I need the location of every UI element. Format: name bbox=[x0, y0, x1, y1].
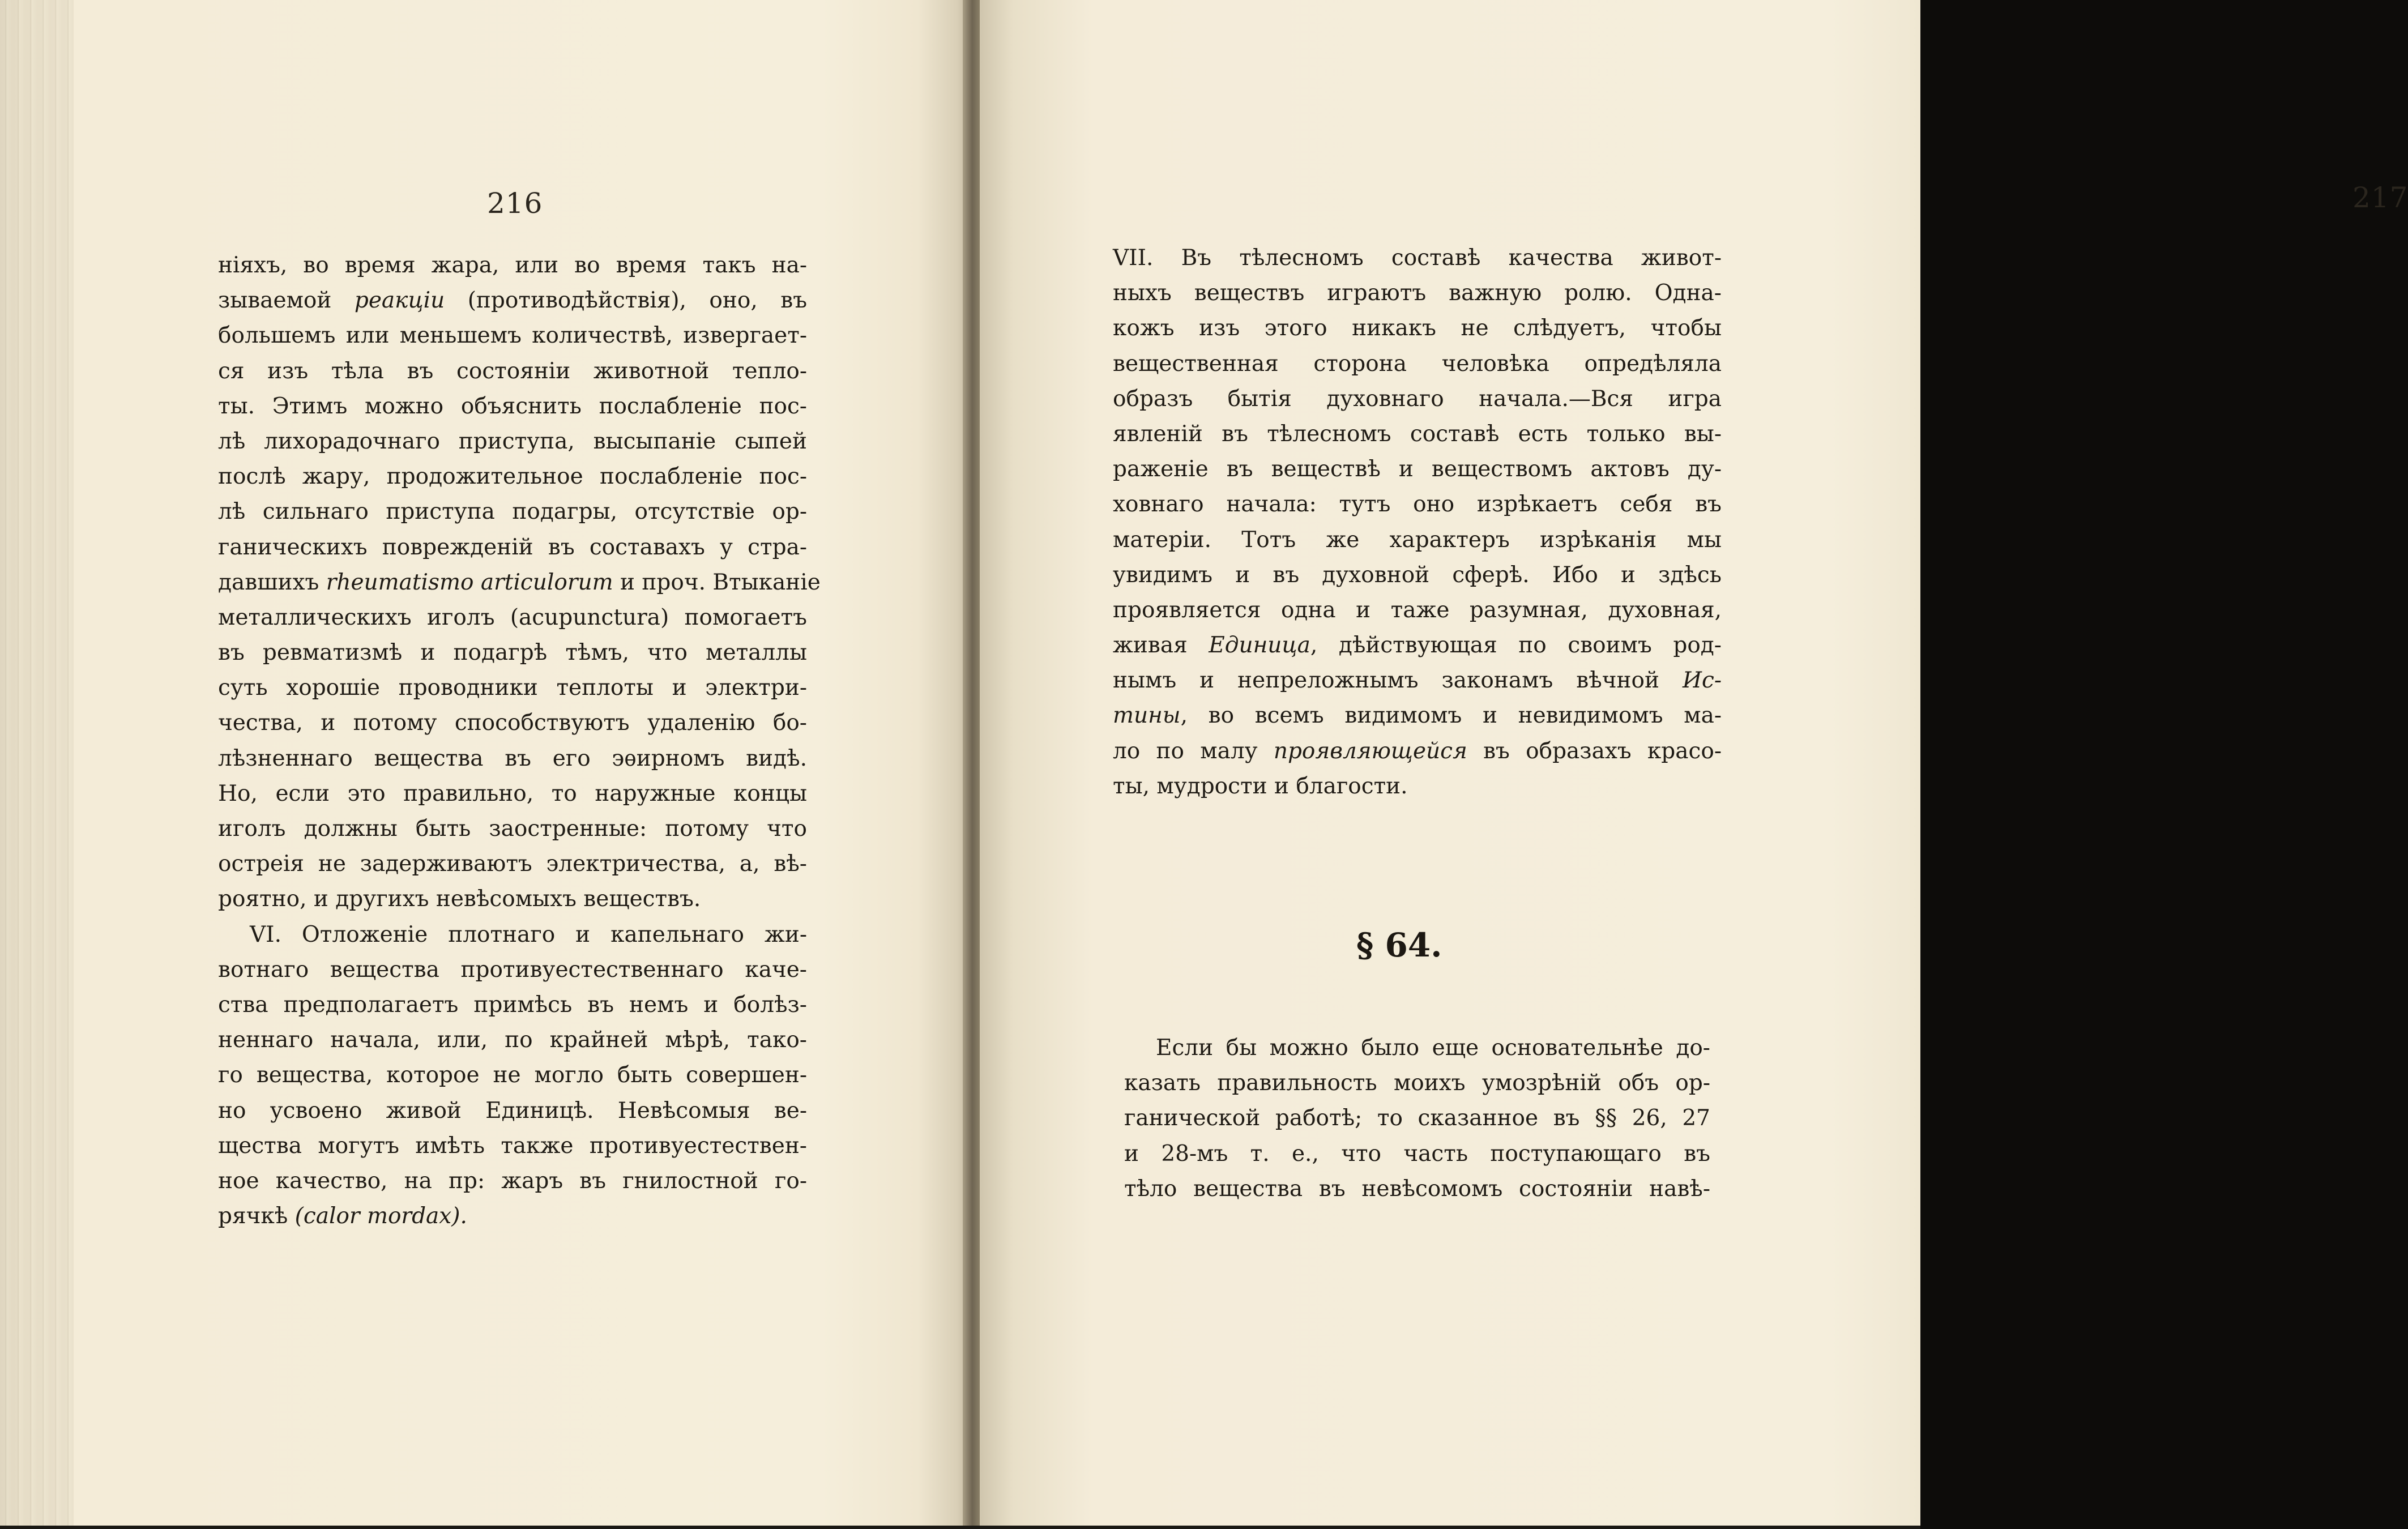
text-segment: въ ревматизмѣ и подагрѣ тѣмъ, что металлы bbox=[218, 640, 807, 666]
text-line bbox=[218, 847, 807, 882]
text-line bbox=[218, 953, 807, 988]
text-segment: ся изъ тѣла въ состояніи животной тепло- bbox=[218, 358, 807, 384]
text-segment: живая bbox=[1113, 633, 1209, 659]
text-segment: образъ бытія духовнаго начала.—Вся игра bbox=[1113, 386, 1722, 412]
text-segment: кожъ изъ этого никакъ не слѣдуетъ, чтобы bbox=[1113, 315, 1722, 341]
text-segment: ганическихъ поврежденій въ составахъ у стра- bbox=[218, 534, 807, 560]
text-line bbox=[1124, 1101, 1710, 1136]
text-line bbox=[218, 1199, 807, 1234]
text-line bbox=[1113, 311, 1722, 346]
text-line bbox=[218, 988, 807, 1023]
text-line bbox=[218, 494, 807, 529]
text-line bbox=[1113, 593, 1722, 628]
text-segment: металлическихъ иголъ (acupunctura) помогаетъ bbox=[218, 604, 807, 630]
text-segment: ховнаго начала: тутъ оно изрѣкаетъ себя въ bbox=[1113, 492, 1722, 518]
text-line bbox=[218, 565, 821, 600]
text-line bbox=[1124, 1031, 1710, 1066]
italic-text-segment: (calor mordax). bbox=[294, 1203, 467, 1229]
text-segment: проявляется одна и таже разумная, духовная, bbox=[1113, 597, 1722, 623]
text-segment: большемъ или меньшемъ количествѣ, извергает- bbox=[218, 323, 807, 349]
text-segment: VII. Въ тѣлесномъ составѣ качества живот- bbox=[1113, 245, 1722, 271]
section-heading: § 64. bbox=[1356, 926, 1442, 964]
text-segment: матеріи. Тотъ же характеръ изрѣканія мы bbox=[1113, 527, 1722, 553]
italic-text-segment: проявляющейся bbox=[1273, 738, 1467, 764]
left-page-text bbox=[218, 248, 821, 1234]
text-segment: Но, если это правильно, то наружные концы bbox=[218, 780, 807, 806]
text-line bbox=[218, 389, 807, 424]
text-segment: въ образахъ красо- bbox=[1467, 738, 1722, 764]
text-segment: ное качество, на пр: жаръ въ гнилостной го- bbox=[218, 1168, 807, 1194]
text-segment: зываемой bbox=[218, 288, 355, 314]
text-line bbox=[218, 283, 807, 318]
text-segment: но усвоено живой Единицѣ. Невѣсомыя ве- bbox=[218, 1097, 807, 1124]
italic-text-segment: Ис- bbox=[1682, 668, 1722, 694]
text-segment: суть хорошіе проводники теплоты и электри- bbox=[218, 675, 807, 701]
right-page-text bbox=[1113, 241, 1722, 804]
text-line bbox=[218, 776, 807, 812]
text-segment: увидимъ и въ духовной сферѣ. Ибо и здѣсь bbox=[1113, 562, 1722, 588]
text-segment: неннаго начала, или, по крайней мѣрѣ, тако- bbox=[218, 1027, 807, 1053]
page-edges-stack bbox=[0, 0, 74, 1529]
text-line bbox=[218, 354, 807, 389]
text-segment: роятно, и другихъ невѣсомыхъ веществъ. bbox=[218, 886, 701, 912]
text-line bbox=[218, 741, 807, 776]
text-line bbox=[1124, 1137, 1710, 1172]
text-line bbox=[218, 459, 807, 494]
italic-text-segment: реакціи bbox=[354, 288, 445, 314]
text-line bbox=[218, 670, 807, 706]
text-line bbox=[1113, 698, 1722, 733]
text-line bbox=[218, 1164, 807, 1199]
text-segment: казать правильность моихъ умозрѣній объ ор- bbox=[1124, 1070, 1710, 1096]
text-line bbox=[1113, 769, 1722, 804]
text-line bbox=[218, 882, 807, 917]
text-segment: ты, мудрости и благости. bbox=[1113, 773, 1408, 799]
text-segment: ныхъ веществъ играютъ важную ролю. Одна- bbox=[1113, 280, 1722, 306]
text-segment: рячкѣ bbox=[218, 1203, 295, 1229]
text-line bbox=[1113, 628, 1722, 663]
text-line bbox=[218, 600, 807, 635]
text-segment: VI. Отложеніе плотнаго и капельнаго жи- bbox=[250, 921, 807, 947]
text-segment: (противодѣйствія), оно, въ bbox=[445, 288, 808, 314]
text-segment: ты. Этимъ можно объяснить послабленіе пос- bbox=[218, 393, 807, 419]
text-line bbox=[218, 248, 807, 283]
text-line bbox=[1113, 347, 1722, 382]
text-line bbox=[1113, 417, 1722, 452]
text-line bbox=[1113, 276, 1722, 311]
text-segment: ніяхъ, во время жара, или во время такъ на- bbox=[218, 253, 807, 278]
text-line bbox=[218, 812, 807, 847]
right-page-text-after-heading bbox=[1124, 1031, 1710, 1207]
text-line bbox=[218, 1129, 807, 1164]
text-segment: нымъ и непреложнымъ законамъ вѣчной bbox=[1113, 668, 1683, 694]
text-line bbox=[218, 917, 807, 953]
text-line bbox=[1113, 241, 1722, 276]
left-page bbox=[0, 0, 974, 1529]
text-line bbox=[1113, 487, 1722, 522]
text-line bbox=[218, 1094, 807, 1129]
text-segment: го вещества, которое не могло быть совершен- bbox=[218, 1062, 807, 1088]
text-line bbox=[1113, 382, 1722, 417]
text-segment: ло по малу bbox=[1113, 738, 1274, 764]
text-segment: тѣло вещества въ невѣсомомъ состояніи навѣ- bbox=[1124, 1176, 1710, 1202]
text-line bbox=[1113, 452, 1722, 487]
text-line bbox=[218, 1023, 807, 1058]
text-segment: вотнаго вещества противуестественнаго каче- bbox=[218, 956, 807, 983]
text-line bbox=[1113, 523, 1722, 558]
text-line bbox=[218, 530, 807, 565]
page-number-217: 217 bbox=[2353, 181, 2408, 214]
text-segment: Если бы можно было еще основательнѣе до- bbox=[1156, 1035, 1710, 1061]
text-line bbox=[218, 424, 807, 459]
text-line bbox=[1124, 1066, 1710, 1101]
text-segment: лѣ лихорадочнаго приступа, высыпаніе сыпей bbox=[218, 428, 807, 454]
text-segment: , во всемъ видимомъ и невидимомъ ма- bbox=[1180, 703, 1722, 729]
text-segment: ства предполагаетъ примѣсь въ немъ и болѣз- bbox=[218, 992, 807, 1018]
text-line bbox=[218, 635, 807, 670]
italic-text-segment: Единица bbox=[1209, 633, 1310, 659]
italic-text-segment: rheumatismo articulorum bbox=[326, 569, 613, 595]
text-line bbox=[218, 318, 807, 353]
text-line bbox=[218, 1058, 807, 1093]
text-segment: ганической работѣ; то сказанное въ §§ 26, 27 bbox=[1124, 1105, 1710, 1131]
italic-text-segment: тины bbox=[1113, 703, 1181, 729]
text-line bbox=[1113, 558, 1722, 593]
text-segment: послѣ жару, продожительное послабленіе пос- bbox=[218, 464, 807, 490]
text-segment: лѣ сильнаго приступа подагры, отсутствіе ор- bbox=[218, 499, 807, 525]
text-line bbox=[218, 706, 807, 741]
text-segment: , дѣйствующая по своимъ род- bbox=[1310, 633, 1722, 659]
text-segment: чества, и потому способствуютъ удаленію бо- bbox=[218, 710, 807, 736]
text-line bbox=[1124, 1172, 1710, 1207]
page-number-216: 216 bbox=[487, 187, 543, 220]
text-segment: вещественная сторона человѣка опредѣляла bbox=[1113, 351, 1722, 377]
text-line bbox=[1113, 663, 1722, 698]
scanner-bottom-strip bbox=[0, 1526, 1920, 1529]
text-segment: иголъ должны быть заостренные: потому что bbox=[218, 816, 807, 842]
text-segment: явленій въ тѣлесномъ составѣ есть только вы- bbox=[1113, 421, 1722, 447]
text-segment: лѣзненнаго вещества въ его эѳирномъ видѣ. bbox=[218, 745, 807, 771]
text-segment: остреія не задерживаютъ электричества, а, вѣ- bbox=[218, 851, 807, 877]
text-segment: щества могутъ имѣть также противуестествен- bbox=[218, 1133, 807, 1159]
text-segment: раженіе въ веществѣ и веществомъ актовъ ду- bbox=[1113, 456, 1722, 482]
text-segment: и проч. Втыканіе bbox=[613, 569, 821, 595]
text-segment: и 28-мъ т. е., что часть поступающаго въ bbox=[1124, 1141, 1710, 1167]
text-line bbox=[1113, 734, 1722, 769]
text-segment: давшихъ bbox=[218, 569, 326, 595]
